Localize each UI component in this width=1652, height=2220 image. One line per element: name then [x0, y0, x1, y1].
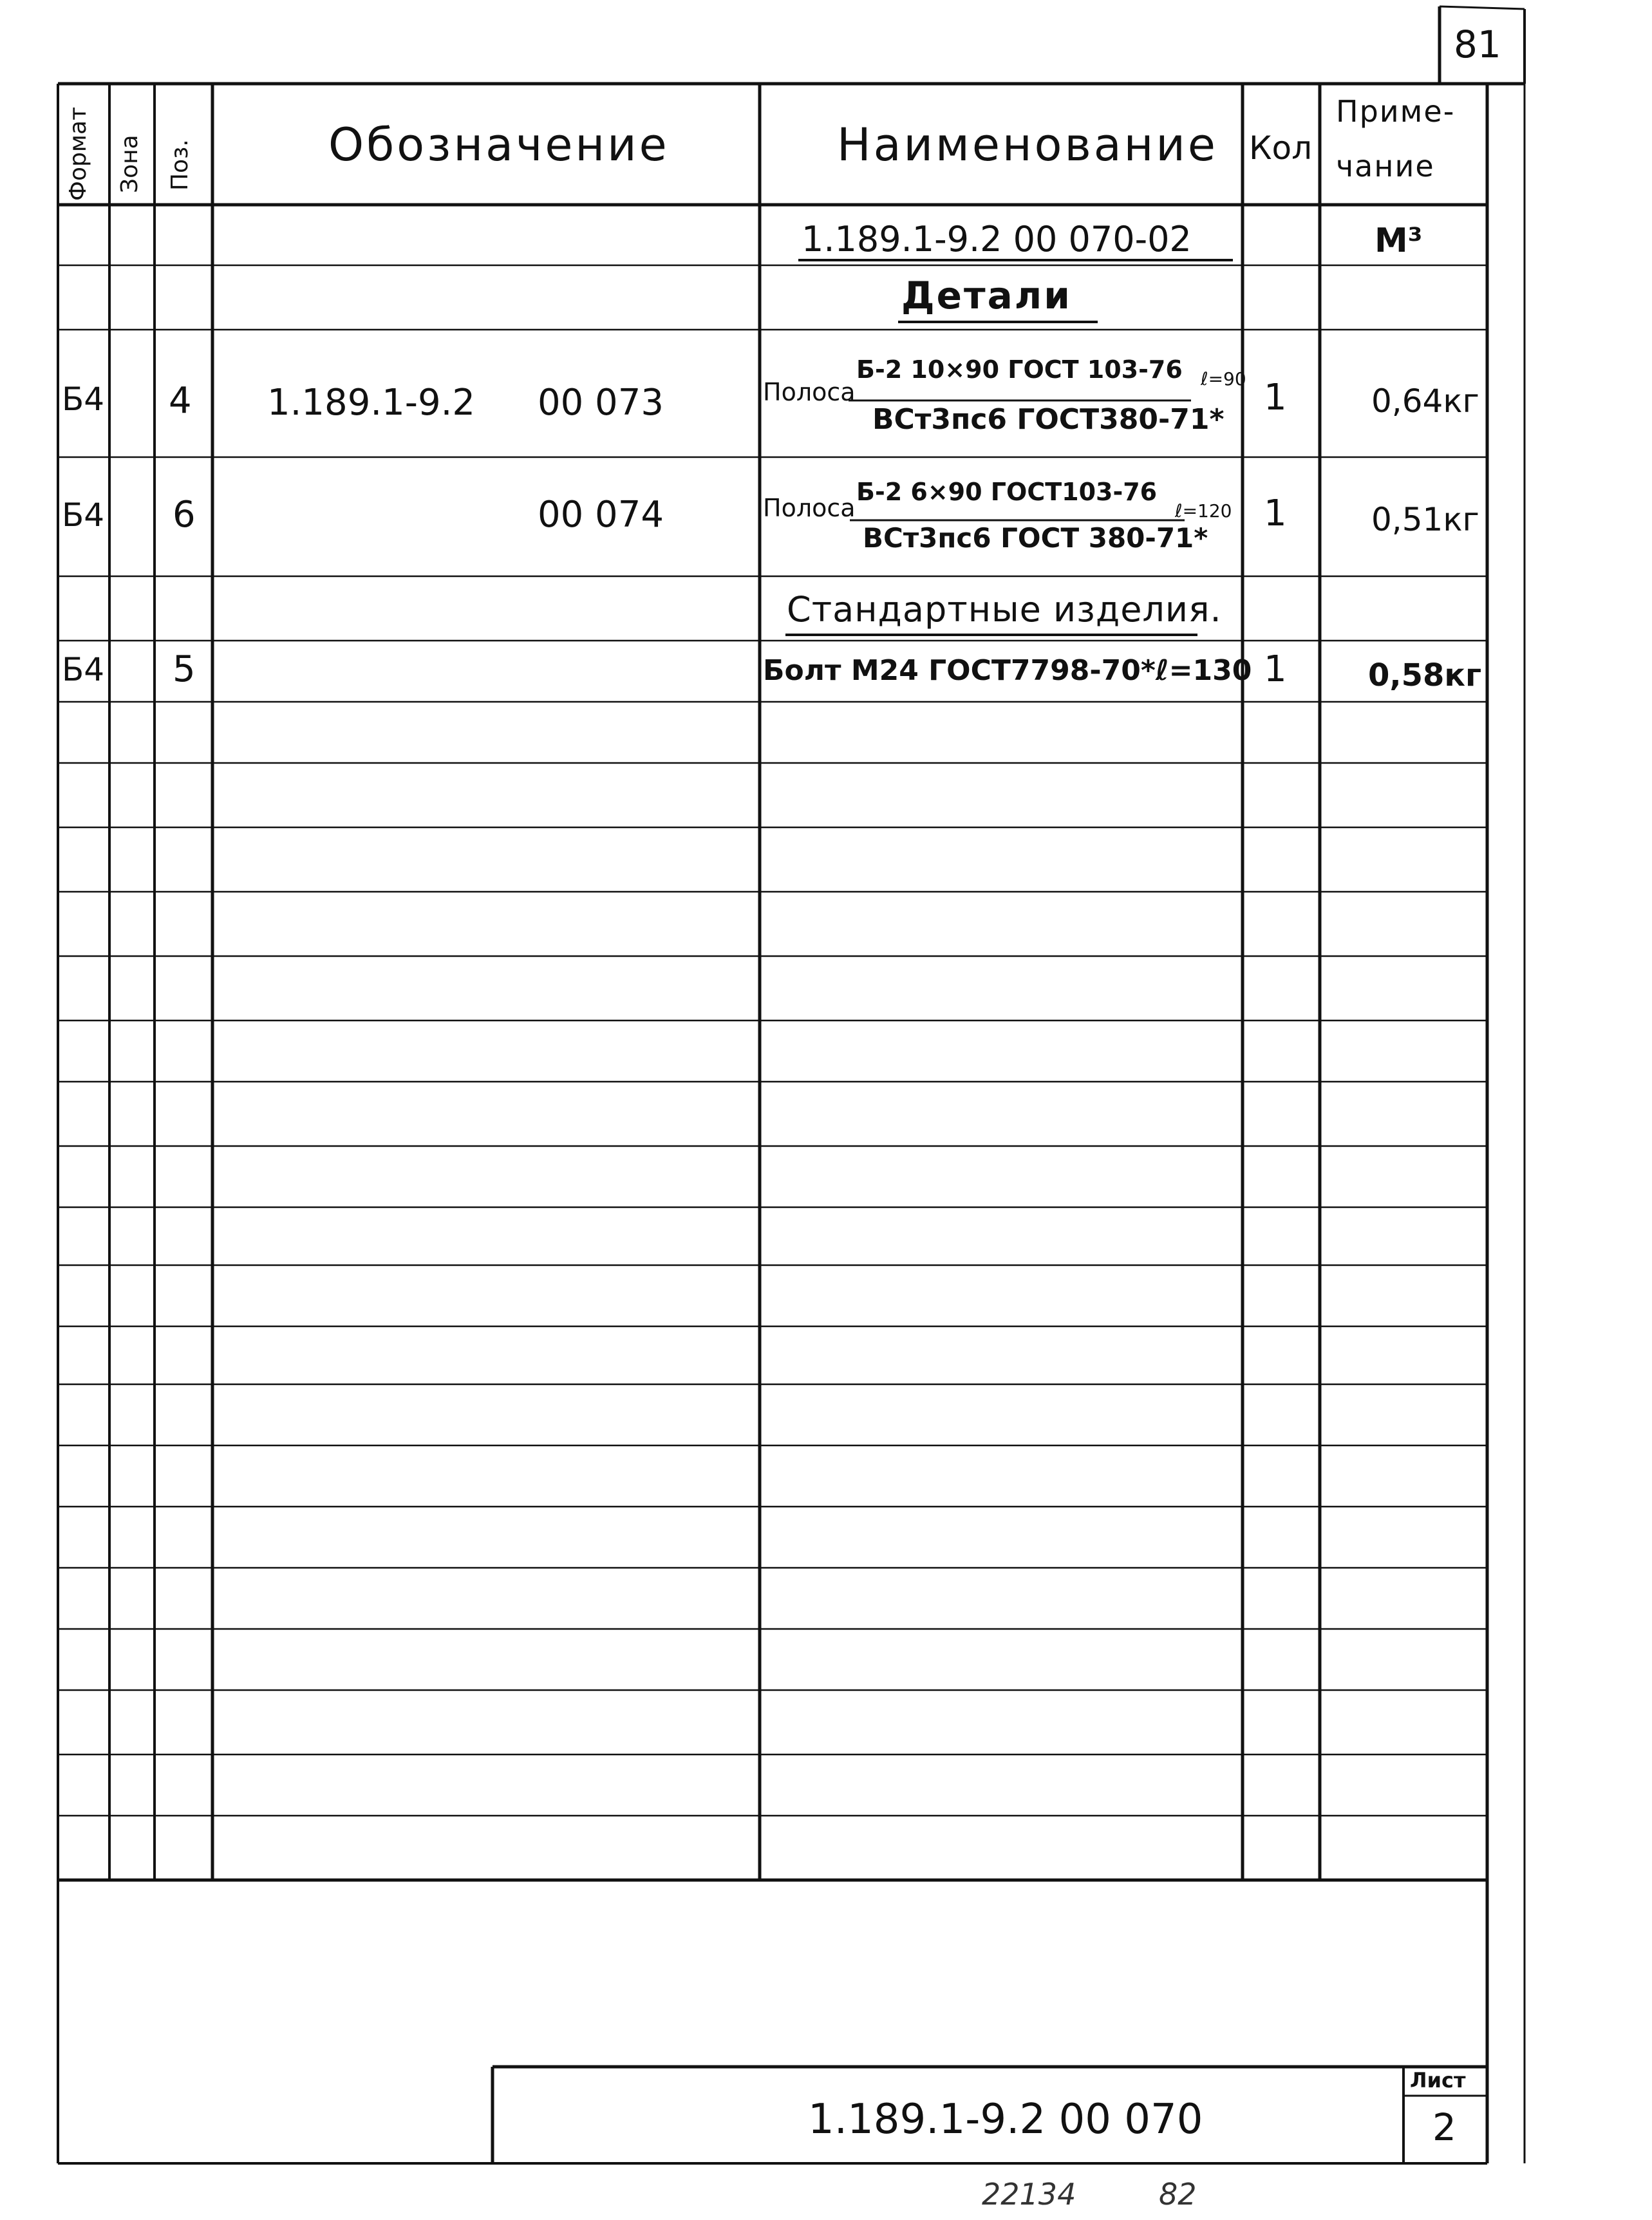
header-name: Наименование	[837, 118, 1218, 171]
row1-name-prefix: Полоса	[763, 378, 856, 406]
header-note-line1: Приме-	[1336, 94, 1456, 129]
row1-designation-main: 1.189.1-9.2	[267, 382, 476, 424]
page-number: 81	[1454, 23, 1501, 66]
row3-note: 0,58кг	[1368, 657, 1482, 693]
footer-number-right: 82	[1159, 2177, 1197, 2212]
row1-name-length: ℓ=90	[1201, 368, 1246, 390]
row3-name: Болт М24 ГОСТ7798-70*ℓ=130	[763, 654, 1252, 687]
row1-format: Б4	[62, 381, 105, 418]
row1-pos: 4	[169, 380, 192, 422]
row2-format: Б4	[62, 496, 105, 534]
header-qty: Кол	[1249, 129, 1313, 167]
stamp-sheet-label: Лист	[1410, 2068, 1466, 2093]
doc-code: 1.189.1-9.2 00 070-02	[802, 219, 1192, 259]
row2-name-bottom: ВСт3пс6 ГОСТ 380-71*	[863, 522, 1208, 554]
row2-qty: 1	[1264, 493, 1287, 534]
row1-name-bottom: ВСт3пс6 ГОСТ380-71*	[872, 403, 1225, 436]
row3-format: Б4	[62, 651, 105, 688]
row3-qty: 1	[1264, 648, 1287, 690]
row1-note: 0,64кг	[1371, 382, 1479, 420]
row1-designation-code: 00 073	[538, 382, 664, 424]
section-details-heading: Детали	[901, 274, 1072, 317]
section-standard-heading: Стандартные изделия.	[787, 589, 1222, 630]
header-pos: Поз.	[167, 139, 193, 191]
row2-name-top: Б-2 6×90 ГОСТ103-76	[856, 478, 1158, 506]
footer-number-left: 22134	[982, 2177, 1076, 2212]
doc-code-note: М³	[1375, 221, 1423, 260]
row2-pos: 6	[173, 494, 196, 536]
header-zone: Зона	[117, 135, 143, 193]
row3-pos: 5	[173, 648, 196, 690]
row2-note: 0,51кг	[1371, 501, 1479, 538]
stamp-code: 1.189.1-9.2 00 070	[808, 2096, 1203, 2143]
row2-name-prefix: Полоса	[763, 494, 856, 522]
row2-designation-code: 00 074	[538, 494, 664, 536]
row1-name-top: Б-2 10×90 ГОСТ 103-76	[856, 355, 1183, 384]
row1-qty: 1	[1264, 377, 1287, 419]
stamp-sheet-number: 2	[1432, 2105, 1456, 2149]
header-note-line2: чание	[1336, 149, 1435, 183]
header-format: Формат	[65, 106, 91, 201]
row2-name-length: ℓ=120	[1175, 500, 1232, 522]
header-designation: Обозначение	[328, 118, 670, 171]
